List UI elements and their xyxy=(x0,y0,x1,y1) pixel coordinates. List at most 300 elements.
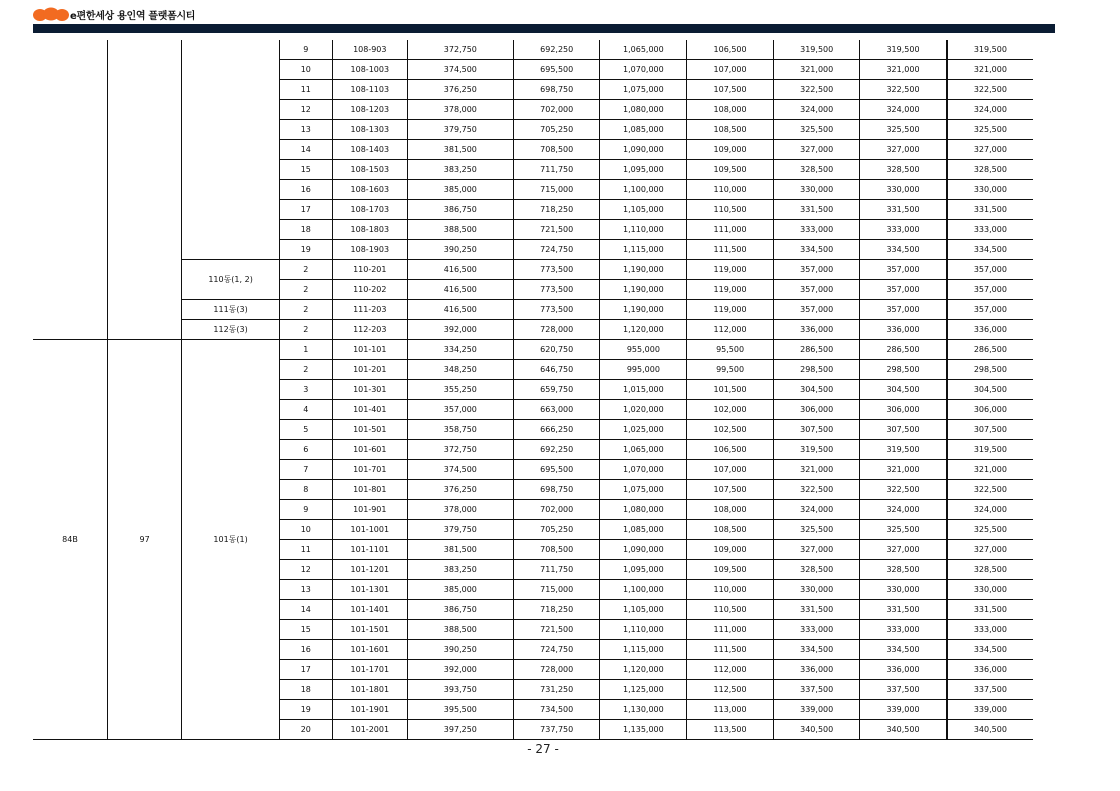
price-col-6-cell: 304,500 xyxy=(860,380,947,400)
price-col-5-cell: 298,500 xyxy=(773,360,860,380)
price-col-3-cell: 1,100,000 xyxy=(600,580,687,600)
price-col-1-cell: 392,000 xyxy=(407,320,513,340)
price-col-1-cell: 355,250 xyxy=(407,380,513,400)
price-col-6-cell: 340,500 xyxy=(860,720,947,740)
supply-area-cell: 97 xyxy=(107,340,181,740)
price-col-5-cell: 325,500 xyxy=(773,120,860,140)
table-row xyxy=(33,320,1120,340)
floor-cell: 11 xyxy=(279,540,332,560)
price-col-4-cell: 109,500 xyxy=(687,160,774,180)
price-col-4-cell: 95,500 xyxy=(687,340,774,360)
price-col-7-cell: 333,000 xyxy=(947,220,1034,240)
price-col-2-cell: 708,500 xyxy=(513,540,600,560)
price-col-3-cell: 1,100,000 xyxy=(600,180,687,200)
price-col-7-cell: 298,500 xyxy=(947,360,1034,380)
unit-cell: 101-1801 xyxy=(332,680,407,700)
price-col-4-cell: 108,000 xyxy=(687,500,774,520)
price-col-5-cell: 333,000 xyxy=(773,620,860,640)
price-col-7-cell: 336,000 xyxy=(947,660,1034,680)
building-cell: 101동(1) xyxy=(182,340,280,740)
floor-cell: 4 xyxy=(279,400,332,420)
price-col-7-cell: 357,000 xyxy=(947,260,1034,280)
price-col-5-cell: 330,000 xyxy=(773,580,860,600)
price-col-2-cell: 663,000 xyxy=(513,400,600,420)
price-col-7-cell: 328,500 xyxy=(947,160,1034,180)
price-col-3-cell: 1,105,000 xyxy=(600,600,687,620)
price-col-5-cell: 286,500 xyxy=(773,340,860,360)
floor-cell: 19 xyxy=(279,240,332,260)
price-col-5-cell: 306,000 xyxy=(773,400,860,420)
price-col-3-cell: 1,020,000 xyxy=(600,400,687,420)
floor-cell: 14 xyxy=(279,600,332,620)
price-col-6-cell: 321,000 xyxy=(860,60,947,80)
floor-cell: 16 xyxy=(279,640,332,660)
price-col-6-cell: 286,500 xyxy=(860,340,947,360)
price-col-3-cell: 1,090,000 xyxy=(600,540,687,560)
price-col-2-cell: 724,750 xyxy=(513,240,600,260)
price-col-1-cell: 372,750 xyxy=(407,40,513,60)
floor-cell: 9 xyxy=(279,40,332,60)
building-cell xyxy=(182,40,280,260)
floor-cell: 19 xyxy=(279,700,332,720)
price-col-4-cell: 112,000 xyxy=(687,320,774,340)
price-col-7-cell: 325,500 xyxy=(947,120,1034,140)
price-col-5-cell: 325,500 xyxy=(773,520,860,540)
price-col-2-cell: 773,500 xyxy=(513,280,600,300)
price-col-5-cell: 327,000 xyxy=(773,540,860,560)
price-col-2-cell: 728,000 xyxy=(513,660,600,680)
price-col-5-cell: 334,500 xyxy=(773,240,860,260)
price-col-6-cell: 319,500 xyxy=(860,40,947,60)
floor-cell: 8 xyxy=(279,480,332,500)
price-col-5-cell: 331,500 xyxy=(773,200,860,220)
price-col-1-cell: 388,500 xyxy=(407,220,513,240)
price-col-7-cell: 327,000 xyxy=(947,140,1034,160)
price-col-5-cell: 304,500 xyxy=(773,380,860,400)
price-col-3-cell: 1,115,000 xyxy=(600,640,687,660)
price-col-7-cell: 325,500 xyxy=(947,520,1034,540)
unit-cell: 101-1201 xyxy=(332,560,407,580)
price-col-4-cell: 102,500 xyxy=(687,420,774,440)
price-col-6-cell: 331,500 xyxy=(860,200,947,220)
price-col-3-cell: 1,110,000 xyxy=(600,620,687,640)
price-col-7-cell: 333,000 xyxy=(947,620,1034,640)
price-col-4-cell: 108,500 xyxy=(687,520,774,540)
price-col-1-cell: 386,750 xyxy=(407,600,513,620)
price-col-2-cell: 734,500 xyxy=(513,700,600,720)
price-col-6-cell: 324,000 xyxy=(860,500,947,520)
price-col-1-cell: 334,250 xyxy=(407,340,513,360)
price-col-7-cell: 319,500 xyxy=(947,40,1034,60)
price-col-4-cell: 107,500 xyxy=(687,480,774,500)
building-cell: 112동(3) xyxy=(182,320,280,340)
price-col-2-cell: 620,750 xyxy=(513,340,600,360)
unit-cell: 108-1203 xyxy=(332,100,407,120)
price-col-7-cell: 307,500 xyxy=(947,420,1034,440)
price-col-6-cell: 357,000 xyxy=(860,300,947,320)
price-col-2-cell: 721,500 xyxy=(513,620,600,640)
price-col-4-cell: 109,500 xyxy=(687,560,774,580)
price-col-1-cell: 397,250 xyxy=(407,720,513,740)
unit-type-cell: 84B xyxy=(33,340,107,740)
floor-cell: 2 xyxy=(279,360,332,380)
price-col-5-cell: 337,500 xyxy=(773,680,860,700)
price-col-2-cell: 698,750 xyxy=(513,480,600,500)
price-col-5-cell: 336,000 xyxy=(773,320,860,340)
floor-cell: 2 xyxy=(279,280,332,300)
unit-cell: 108-1403 xyxy=(332,140,407,160)
price-col-7-cell: 334,500 xyxy=(947,240,1034,260)
price-col-6-cell: 327,000 xyxy=(860,540,947,560)
unit-cell: 101-201 xyxy=(332,360,407,380)
unit-cell: 101-901 xyxy=(332,500,407,520)
price-col-2-cell: 702,000 xyxy=(513,500,600,520)
price-col-4-cell: 106,500 xyxy=(687,440,774,460)
price-col-6-cell: 330,000 xyxy=(860,580,947,600)
price-col-5-cell: 331,500 xyxy=(773,600,860,620)
price-col-3-cell: 1,080,000 xyxy=(600,100,687,120)
floor-cell: 18 xyxy=(279,680,332,700)
unit-cell: 110-202 xyxy=(332,280,407,300)
unit-cell: 101-101 xyxy=(332,340,407,360)
price-col-3-cell: 1,120,000 xyxy=(600,660,687,680)
price-col-4-cell: 119,000 xyxy=(687,300,774,320)
price-col-7-cell: 321,000 xyxy=(947,60,1034,80)
price-col-6-cell: 298,500 xyxy=(860,360,947,380)
price-col-2-cell: 718,250 xyxy=(513,600,600,620)
price-col-5-cell: 319,500 xyxy=(773,440,860,460)
logo-blob-right xyxy=(55,9,69,21)
unit-cell: 101-301 xyxy=(332,380,407,400)
price-col-1-cell: 381,500 xyxy=(407,140,513,160)
price-col-6-cell: 321,000 xyxy=(860,460,947,480)
price-col-4-cell: 102,000 xyxy=(687,400,774,420)
price-col-7-cell: 327,000 xyxy=(947,540,1034,560)
price-col-3-cell: 1,135,000 xyxy=(600,720,687,740)
price-col-6-cell: 336,000 xyxy=(860,320,947,340)
price-col-4-cell: 111,000 xyxy=(687,620,774,640)
price-col-3-cell: 1,095,000 xyxy=(600,160,687,180)
price-col-1-cell: 416,500 xyxy=(407,260,513,280)
building-cell: 110동(1, 2) xyxy=(182,260,280,300)
price-col-6-cell: 357,000 xyxy=(860,280,947,300)
price-col-3-cell: 1,190,000 xyxy=(600,300,687,320)
price-col-1-cell: 390,250 xyxy=(407,640,513,660)
table-row xyxy=(33,300,1120,320)
price-col-2-cell: 692,250 xyxy=(513,40,600,60)
price-col-4-cell: 107,000 xyxy=(687,60,774,80)
unit-cell: 110-201 xyxy=(332,260,407,280)
unit-cell: 101-1701 xyxy=(332,660,407,680)
floor-cell: 17 xyxy=(279,660,332,680)
brand-title: e편한세상 용인역 플랫폼시티 xyxy=(70,11,196,22)
floor-cell: 1 xyxy=(279,340,332,360)
price-col-7-cell: 334,500 xyxy=(947,640,1034,660)
price-col-7-cell: 306,000 xyxy=(947,400,1034,420)
document-header xyxy=(33,4,1055,33)
price-col-7-cell: 322,500 xyxy=(947,80,1034,100)
price-col-1-cell: 379,750 xyxy=(407,120,513,140)
unit-cell: 101-701 xyxy=(332,460,407,480)
price-col-7-cell: 340,500 xyxy=(947,720,1034,740)
floor-cell: 18 xyxy=(279,220,332,240)
price-col-4-cell: 109,000 xyxy=(687,140,774,160)
price-col-3-cell: 1,025,000 xyxy=(600,420,687,440)
price-col-3-cell: 1,075,000 xyxy=(600,480,687,500)
price-col-2-cell: 711,750 xyxy=(513,560,600,580)
price-col-2-cell: 705,250 xyxy=(513,520,600,540)
price-col-6-cell: 328,500 xyxy=(860,160,947,180)
price-col-4-cell: 112,000 xyxy=(687,660,774,680)
price-col-2-cell: 715,000 xyxy=(513,180,600,200)
floor-cell: 2 xyxy=(279,260,332,280)
price-col-7-cell: 328,500 xyxy=(947,560,1034,580)
price-col-4-cell: 106,500 xyxy=(687,40,774,60)
price-col-7-cell: 336,000 xyxy=(947,320,1034,340)
price-col-7-cell: 330,000 xyxy=(947,180,1034,200)
price-col-2-cell: 659,750 xyxy=(513,380,600,400)
price-col-4-cell: 110,500 xyxy=(687,200,774,220)
unit-cell: 108-1903 xyxy=(332,240,407,260)
price-col-4-cell: 110,000 xyxy=(687,580,774,600)
price-col-5-cell: 319,500 xyxy=(773,40,860,60)
price-col-3-cell: 1,190,000 xyxy=(600,280,687,300)
price-col-3-cell: 1,085,000 xyxy=(600,520,687,540)
floor-cell: 6 xyxy=(279,440,332,460)
price-col-5-cell: 322,500 xyxy=(773,480,860,500)
table-row xyxy=(33,340,1120,360)
price-col-4-cell: 108,000 xyxy=(687,100,774,120)
price-col-1-cell: 383,250 xyxy=(407,160,513,180)
unit-cell: 108-1103 xyxy=(332,80,407,100)
price-col-6-cell: 319,500 xyxy=(860,440,947,460)
price-col-6-cell: 331,500 xyxy=(860,600,947,620)
price-col-6-cell: 324,000 xyxy=(860,100,947,120)
table-row xyxy=(33,260,1120,280)
price-col-2-cell: 715,000 xyxy=(513,580,600,600)
price-col-7-cell: 324,000 xyxy=(947,100,1034,120)
price-col-1-cell: 393,750 xyxy=(407,680,513,700)
price-col-7-cell: 331,500 xyxy=(947,600,1034,620)
price-col-7-cell: 357,000 xyxy=(947,300,1034,320)
price-col-2-cell: 724,750 xyxy=(513,640,600,660)
unit-cell: 101-1001 xyxy=(332,520,407,540)
price-col-3-cell: 1,080,000 xyxy=(600,500,687,520)
price-col-3-cell: 1,015,000 xyxy=(600,380,687,400)
unit-cell: 108-1603 xyxy=(332,180,407,200)
price-col-7-cell: 304,500 xyxy=(947,380,1034,400)
header-bar xyxy=(33,24,1055,33)
price-col-7-cell: 324,000 xyxy=(947,500,1034,520)
price-col-4-cell: 107,000 xyxy=(687,460,774,480)
price-col-3-cell: 1,125,000 xyxy=(600,680,687,700)
price-col-3-cell: 1,085,000 xyxy=(600,120,687,140)
price-col-1-cell: 416,500 xyxy=(407,300,513,320)
price-col-4-cell: 107,500 xyxy=(687,80,774,100)
price-col-6-cell: 336,000 xyxy=(860,660,947,680)
price-col-5-cell: 357,000 xyxy=(773,280,860,300)
price-col-7-cell: 319,500 xyxy=(947,440,1034,460)
price-col-4-cell: 110,000 xyxy=(687,180,774,200)
price-col-5-cell: 330,000 xyxy=(773,180,860,200)
price-col-6-cell: 328,500 xyxy=(860,560,947,580)
unit-cell: 108-903 xyxy=(332,40,407,60)
price-col-7-cell: 331,500 xyxy=(947,200,1034,220)
floor-cell: 16 xyxy=(279,180,332,200)
price-col-7-cell: 330,000 xyxy=(947,580,1034,600)
price-col-3-cell: 1,065,000 xyxy=(600,40,687,60)
price-col-4-cell: 99,500 xyxy=(687,360,774,380)
price-col-5-cell: 357,000 xyxy=(773,300,860,320)
price-col-6-cell: 330,000 xyxy=(860,180,947,200)
unit-cell: 101-601 xyxy=(332,440,407,460)
floor-cell: 20 xyxy=(279,720,332,740)
unit-cell: 112-203 xyxy=(332,320,407,340)
table-row xyxy=(33,40,1120,60)
price-col-6-cell: 334,500 xyxy=(860,240,947,260)
price-col-3-cell: 1,190,000 xyxy=(600,260,687,280)
price-col-1-cell: 379,750 xyxy=(407,520,513,540)
price-col-4-cell: 113,500 xyxy=(687,720,774,740)
price-col-3-cell: 995,000 xyxy=(600,360,687,380)
price-col-1-cell: 383,250 xyxy=(407,560,513,580)
price-col-2-cell: 718,250 xyxy=(513,200,600,220)
price-col-2-cell: 646,750 xyxy=(513,360,600,380)
price-col-2-cell: 695,500 xyxy=(513,60,600,80)
price-col-4-cell: 111,500 xyxy=(687,240,774,260)
price-col-3-cell: 1,115,000 xyxy=(600,240,687,260)
price-col-6-cell: 333,000 xyxy=(860,220,947,240)
price-col-2-cell: 773,500 xyxy=(513,260,600,280)
unit-cell: 108-1803 xyxy=(332,220,407,240)
price-col-6-cell: 322,500 xyxy=(860,480,947,500)
price-table xyxy=(33,40,1120,740)
price-col-2-cell: 666,250 xyxy=(513,420,600,440)
unit-cell: 101-1101 xyxy=(332,540,407,560)
floor-cell: 15 xyxy=(279,160,332,180)
price-col-2-cell: 773,500 xyxy=(513,300,600,320)
price-col-3-cell: 1,090,000 xyxy=(600,140,687,160)
price-col-4-cell: 109,000 xyxy=(687,540,774,560)
price-col-5-cell: 321,000 xyxy=(773,460,860,480)
price-col-3-cell: 1,105,000 xyxy=(600,200,687,220)
price-col-5-cell: 328,500 xyxy=(773,160,860,180)
price-col-2-cell: 695,500 xyxy=(513,460,600,480)
price-col-5-cell: 322,500 xyxy=(773,80,860,100)
price-col-2-cell: 692,250 xyxy=(513,440,600,460)
floor-cell: 14 xyxy=(279,140,332,160)
price-col-5-cell: 340,500 xyxy=(773,720,860,740)
unit-cell: 101-1401 xyxy=(332,600,407,620)
price-table-body xyxy=(33,40,1120,740)
floor-cell: 13 xyxy=(279,580,332,600)
price-col-1-cell: 381,500 xyxy=(407,540,513,560)
price-col-5-cell: 357,000 xyxy=(773,260,860,280)
price-col-6-cell: 325,500 xyxy=(860,520,947,540)
price-col-5-cell: 339,000 xyxy=(773,700,860,720)
price-col-3-cell: 1,110,000 xyxy=(600,220,687,240)
price-col-1-cell: 390,250 xyxy=(407,240,513,260)
floor-cell: 17 xyxy=(279,200,332,220)
unit-type-cell xyxy=(33,40,107,340)
price-col-5-cell: 333,000 xyxy=(773,220,860,240)
unit-cell: 111-203 xyxy=(332,300,407,320)
floor-cell: 15 xyxy=(279,620,332,640)
price-col-1-cell: 374,500 xyxy=(407,60,513,80)
price-col-5-cell: 328,500 xyxy=(773,560,860,580)
price-col-2-cell: 708,500 xyxy=(513,140,600,160)
floor-cell: 13 xyxy=(279,120,332,140)
price-col-5-cell: 334,500 xyxy=(773,640,860,660)
price-col-6-cell: 327,000 xyxy=(860,140,947,160)
unit-cell: 101-1301 xyxy=(332,580,407,600)
price-col-4-cell: 119,000 xyxy=(687,260,774,280)
price-col-4-cell: 119,000 xyxy=(687,280,774,300)
page-number: - 27 - xyxy=(527,742,559,756)
price-col-2-cell: 705,250 xyxy=(513,120,600,140)
price-col-3-cell: 1,120,000 xyxy=(600,320,687,340)
unit-cell: 101-401 xyxy=(332,400,407,420)
price-col-1-cell: 357,000 xyxy=(407,400,513,420)
floor-cell: 10 xyxy=(279,520,332,540)
price-col-1-cell: 386,750 xyxy=(407,200,513,220)
price-col-1-cell: 372,750 xyxy=(407,440,513,460)
price-col-1-cell: 416,500 xyxy=(407,280,513,300)
price-col-3-cell: 955,000 xyxy=(600,340,687,360)
unit-cell: 101-801 xyxy=(332,480,407,500)
floor-cell: 5 xyxy=(279,420,332,440)
price-col-5-cell: 327,000 xyxy=(773,140,860,160)
supply-area-cell xyxy=(107,40,181,340)
price-col-2-cell: 711,750 xyxy=(513,160,600,180)
price-col-7-cell: 321,000 xyxy=(947,460,1034,480)
brand-logo-icon xyxy=(33,7,69,22)
price-col-4-cell: 110,500 xyxy=(687,600,774,620)
floor-cell: 11 xyxy=(279,80,332,100)
price-col-7-cell: 286,500 xyxy=(947,340,1034,360)
price-col-2-cell: 698,750 xyxy=(513,80,600,100)
price-col-3-cell: 1,070,000 xyxy=(600,60,687,80)
price-col-6-cell: 325,500 xyxy=(860,120,947,140)
unit-cell: 101-1901 xyxy=(332,700,407,720)
price-col-6-cell: 333,000 xyxy=(860,620,947,640)
price-col-6-cell: 339,000 xyxy=(860,700,947,720)
price-col-3-cell: 1,065,000 xyxy=(600,440,687,460)
price-col-4-cell: 111,500 xyxy=(687,640,774,660)
price-col-3-cell: 1,070,000 xyxy=(600,460,687,480)
price-col-4-cell: 111,000 xyxy=(687,220,774,240)
price-col-1-cell: 348,250 xyxy=(407,360,513,380)
price-col-5-cell: 321,000 xyxy=(773,60,860,80)
price-col-1-cell: 374,500 xyxy=(407,460,513,480)
floor-cell: 2 xyxy=(279,320,332,340)
price-col-4-cell: 113,000 xyxy=(687,700,774,720)
price-col-4-cell: 112,500 xyxy=(687,680,774,700)
floor-cell: 7 xyxy=(279,460,332,480)
unit-cell: 108-1503 xyxy=(332,160,407,180)
price-col-2-cell: 728,000 xyxy=(513,320,600,340)
price-col-1-cell: 376,250 xyxy=(407,480,513,500)
price-col-1-cell: 376,250 xyxy=(407,80,513,100)
price-col-7-cell: 322,500 xyxy=(947,480,1034,500)
floor-cell: 3 xyxy=(279,380,332,400)
price-col-1-cell: 388,500 xyxy=(407,620,513,640)
price-col-6-cell: 337,500 xyxy=(860,680,947,700)
unit-cell: 101-1601 xyxy=(332,640,407,660)
unit-cell: 108-1703 xyxy=(332,200,407,220)
price-col-6-cell: 357,000 xyxy=(860,260,947,280)
price-col-6-cell: 306,000 xyxy=(860,400,947,420)
